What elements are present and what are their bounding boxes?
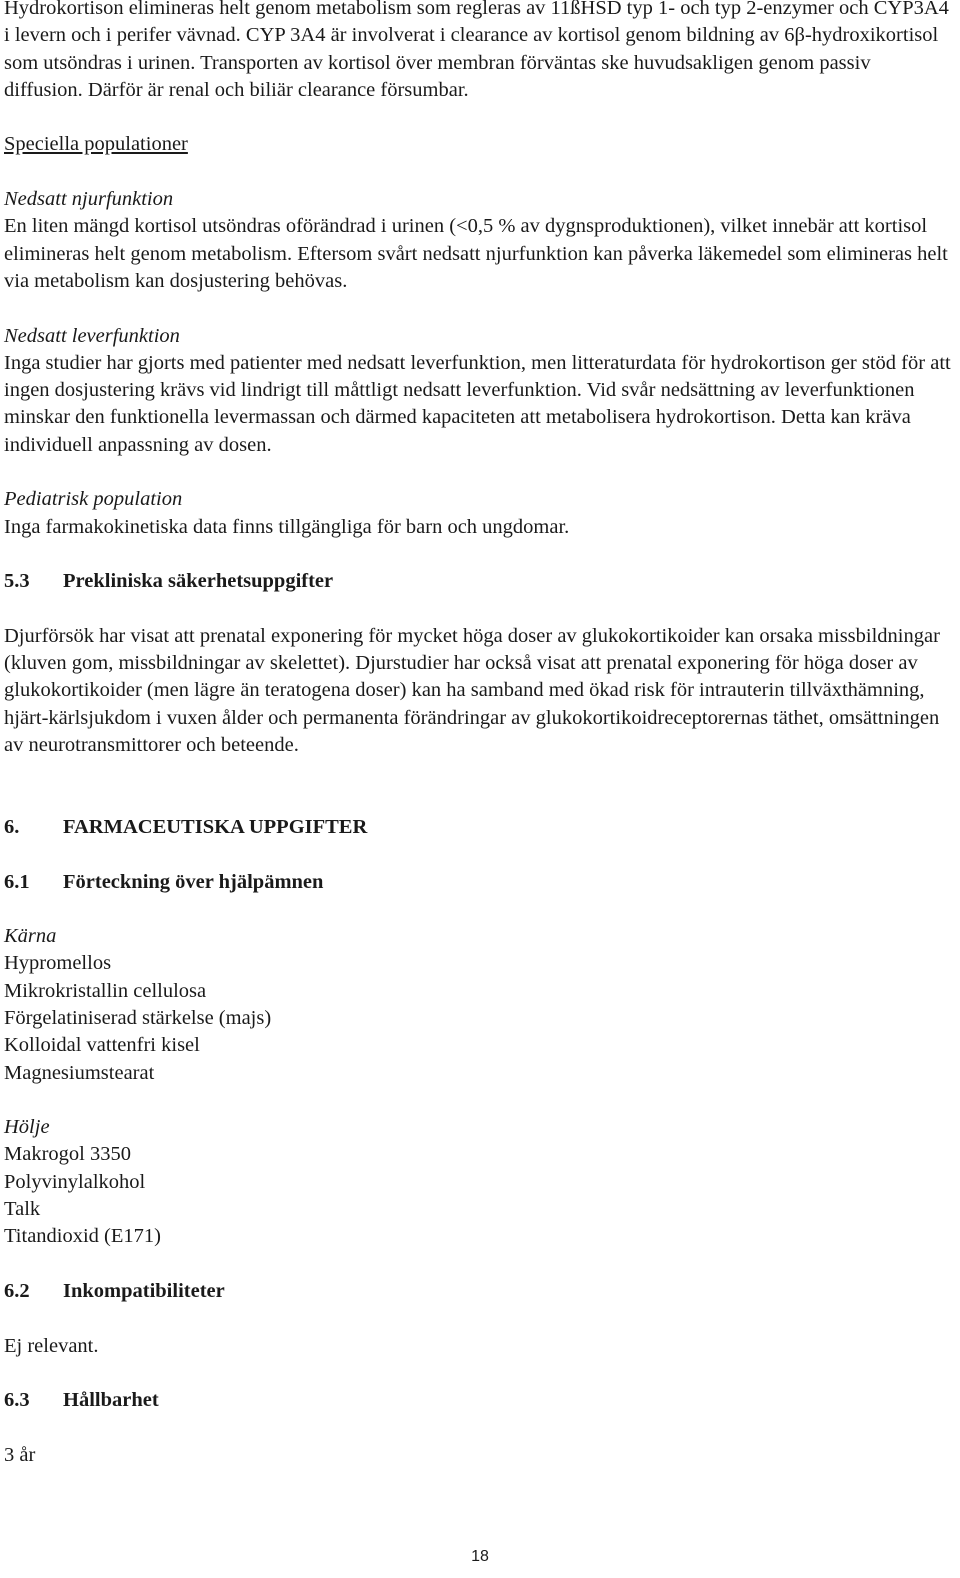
list-item: Polyvinylalkohol: [4, 1170, 146, 1193]
section-number: 6.2: [4, 1279, 30, 1302]
section-6-2-heading: [4, 1278, 954, 1305]
section-number: 6.1: [4, 870, 30, 893]
coating-title: Hölje: [4, 1116, 50, 1139]
section-number: 6.3: [4, 1389, 30, 1412]
section-title: Förteckning över hjälpämnen: [63, 870, 324, 893]
section-6-heading: [4, 814, 954, 841]
core-title: Kärna: [4, 925, 57, 948]
section-title: Inkompatibiliteter: [63, 1279, 225, 1302]
list-item: Kolloidal vattenfri kisel: [4, 1034, 200, 1057]
section-5-3-heading: [4, 568, 954, 595]
preclinical-safety-text: Djurförsök har visat att prenatal exponering för mycket höga doser av glukokortikoider kan orsaka missbildningar (kluven gom, missbildningar av skelettet). Djurstudier har också visat att prenatal exponering för höga doser av glukokortikoider (men lägre än teratogena doser) kan ha samband med ökad risk för intrauterin tillväxthämning, hjärt-kärlsjukdom i vuxen ålder och permanenta förändringar av glukokortikoidreceptorernas täthet, omsättningen av neurotransmittorer och beteende.: [4, 624, 940, 757]
renal-impairment-text: En liten mängd kortisol utsöndras oförändrad i urinen (<0,5 % av dygnsproduktionen), vilket innebär att kortisol elimineras helt genom metabolism. Eftersom svårt nedsatt njurfunktion kan påverka läkemedel som elimineras helt via metabolism kan dosjustering behövas.: [4, 215, 948, 292]
pediatric-population-text: Inga farmakokinetiska data finns tillgängliga för barn och ungdomar.: [4, 515, 570, 538]
section-title: Hållbarhet: [63, 1389, 159, 1412]
shelf-life-text: 3 år: [4, 1443, 36, 1466]
list-item: Magnesiumstearat: [4, 1061, 155, 1084]
list-item: Hypromellos: [4, 952, 112, 975]
document-page: [4, 0, 954, 1469]
renal-impairment-title: Nedsatt njurfunktion: [4, 188, 174, 211]
intro-paragraph: Hydrokortison elimineras helt genom metabolism som regleras av 11ßHSD typ 1- och typ 2-enzymer och CYP3A4 i levern och i perifer vävnad. CYP 3A4 är involverat i clearance av kortisol genom bildning av 6β-hydroxikortisol som utsöndras i urinen. Transporten av kortisol över membran förväntas ske huvudsakligen genom passiv diffusion. Därför är renal och biliär clearance försumbar.: [4, 0, 949, 101]
core-excipient-list: [4, 950, 954, 1086]
page-number: 18: [471, 1548, 489, 1565]
list-item: Talk: [4, 1198, 41, 1221]
coating-excipient-list: [4, 1141, 954, 1250]
section-number: 5.3: [4, 570, 30, 593]
pediatric-population-title: Pediatrisk population: [4, 488, 183, 511]
hepatic-impairment-title: Nedsatt leverfunktion: [4, 324, 180, 347]
section-6-3-heading: [4, 1387, 954, 1414]
list-item: Mikrokristallin cellulosa: [4, 979, 207, 1002]
list-item: Makrogol 3350: [4, 1143, 131, 1166]
section-title: Prekliniska säkerhetsuppgifter: [63, 570, 334, 593]
section-title: FARMACEUTISKA UPPGIFTER: [63, 815, 368, 838]
special-populations-heading: Speciella populationer: [4, 133, 188, 156]
section-number: 6.: [4, 815, 20, 838]
hepatic-impairment-text: Inga studier har gjorts med patienter med nedsatt leverfunktion, men litteraturdata för hydrokortison ger stöd för att ingen dosjustering krävs vid lindrigt till måttligt nedsatt leverfunktion. Vid svår nedsättning av leverfunktionen minskar den funktionella levermassan och därmed kapaciteten att metabolisera hydrokortison. Detta kan kräva individuell anpassning av dosen.: [4, 351, 951, 456]
list-item: Titandioxid (E171): [4, 1225, 161, 1248]
incompatibilities-text: Ej relevant.: [4, 1334, 99, 1357]
section-6-1-heading: [4, 869, 954, 896]
list-item: Förgelatiniserad stärkelse (majs): [4, 1006, 272, 1029]
